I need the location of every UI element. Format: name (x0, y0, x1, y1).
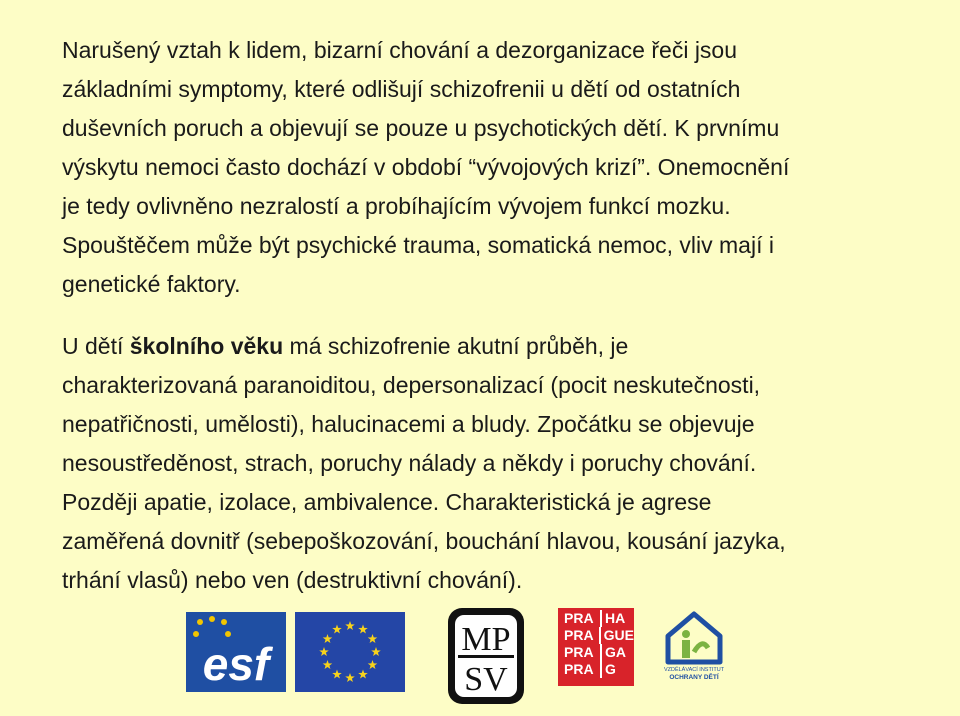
paragraph-2-line: trhání vlasů) nebo ven (destruktivní chování). (62, 567, 523, 593)
mpsv-logo-bottom: SV (464, 661, 508, 698)
praha-row (558, 610, 634, 627)
paragraph-2-line: Později apatie, izolace, ambivalence. Charakteristická je agrese (62, 489, 712, 515)
praha-row (558, 627, 634, 644)
paragraph-2-line: charakterizovaná paranoiditou, depersonalizací (pocit neskutečnosti, (62, 372, 761, 398)
praha-left: PRA (564, 610, 594, 626)
paragraph-1-line: Narušený vztah k lidem, bizarní chování a dezorganizace řeči jsou (62, 37, 738, 63)
praha-left: PRA (564, 661, 594, 677)
paragraph-1-line: genetické faktory. (62, 271, 241, 297)
praha-logo (558, 608, 634, 686)
praha-row (558, 661, 634, 678)
paragraph-1-line: duševních poruch a objevují se pouze u psychotických dětí. K prvnímu (62, 115, 780, 141)
praha-left: PRA (564, 644, 594, 660)
house-logo-caption-1: VZDĚLÁVACÍ INSTITUT (664, 667, 724, 673)
paragraph-2 (62, 327, 922, 600)
paragraph-2-line: nesoustředěnost, strach, poruchy nálady a někdy i poruchy chování. (62, 450, 757, 476)
eu-flag-logo (295, 612, 405, 692)
praha-right: GUE (599, 627, 634, 644)
esf-logo-text: esf (202, 638, 270, 690)
paragraph-1-line: Spouštěčem může být psychické trauma, somatická nemoc, vliv mají i (62, 232, 774, 258)
praha-row (558, 644, 634, 661)
paragraph-2-start: U dětí (62, 333, 130, 359)
paragraph-2-line (62, 327, 922, 366)
mpsv-logo-top: MP (461, 621, 511, 658)
praha-right: GA (600, 644, 626, 661)
house-logo (664, 608, 724, 684)
paragraph-1-line: základními symptomy, které odlišují schizofrenii u dětí od ostatních (62, 76, 741, 102)
esf-logo (186, 612, 286, 692)
paragraph-2-line: nepatřičnosti, umělosti), halucinacemi a bludy. Zpočátku se objevuje (62, 411, 755, 437)
emphasis-school-age: školního věku (129, 333, 284, 359)
partner-logos (0, 608, 960, 708)
paragraph-2-line: zaměřená dovnitř (sebepoškozování, bouchání hlavou, kousání jazyka, (62, 528, 786, 554)
paragraph-1-line: je tedy ovlivněno nezralostí a probíhajícím vývojem funkcí mozku. (62, 193, 731, 219)
mpsv-logo (448, 608, 524, 704)
praha-right: HA (600, 610, 625, 627)
paragraph-1 (62, 31, 922, 304)
paragraph-1-line: výskytu nemoci často dochází v období “vývojových krizí”. Onemocnění (62, 154, 790, 180)
praha-left: PRA (564, 627, 594, 643)
house-logo-caption-2: OCHRANY DĚTÍ (669, 674, 719, 681)
paragraph-2-line1-end: má schizofrenie akutní průběh, je (283, 333, 629, 359)
praha-right: G (600, 661, 616, 678)
